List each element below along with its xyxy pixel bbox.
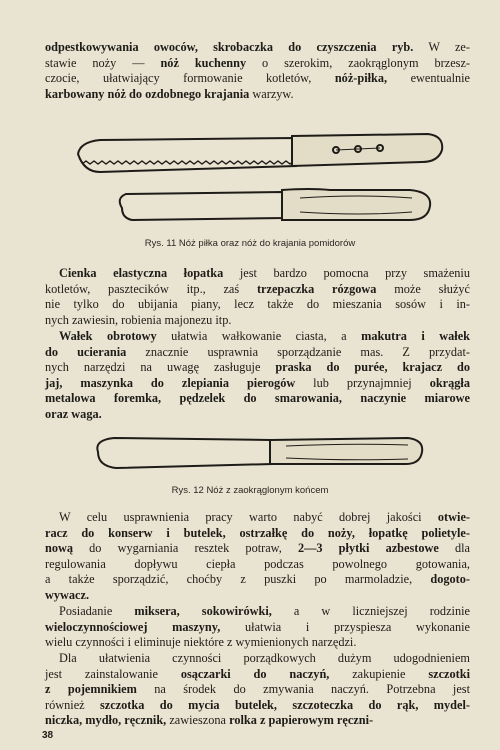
text-line bbox=[45, 557, 470, 573]
bold-term: miksera, sokowirówki, bbox=[134, 604, 272, 618]
bold-term: nową bbox=[45, 541, 74, 556]
text-line bbox=[45, 329, 470, 345]
bold-term: karbowany nóż do ozdobnego krajania bbox=[45, 86, 250, 101]
bold-term: z pojemnikiem bbox=[45, 682, 137, 697]
serration-teeth bbox=[82, 161, 306, 164]
paragraph-spatula-whisk bbox=[45, 266, 470, 328]
text-run: na środek do zmywania naczyń. Potrzebna jest bbox=[136, 682, 470, 697]
text-run: zakupienie bbox=[329, 666, 429, 681]
text-run: W celu usprawnienia pracy warto nabyć dobrej jakości bbox=[59, 510, 438, 524]
bold-term: wywacz. bbox=[45, 587, 90, 602]
text-run: może służyć bbox=[376, 281, 471, 296]
text-line bbox=[45, 588, 470, 604]
bread-knife-handle bbox=[292, 134, 442, 166]
bold-term: otwie- bbox=[437, 510, 470, 524]
text-line bbox=[45, 510, 470, 526]
text-line bbox=[45, 682, 470, 698]
text-run: zawieszona bbox=[166, 713, 230, 728]
text-line bbox=[45, 604, 470, 620]
text-run: Posiadanie bbox=[59, 604, 135, 618]
text-line bbox=[45, 698, 470, 714]
bold-term: nóż kuchenny bbox=[160, 55, 247, 70]
text-line bbox=[45, 376, 470, 392]
text-run: warzyw. bbox=[249, 86, 294, 101]
text-run: znacznie usprawnia sporządzanie mas. Z przydat- bbox=[126, 344, 470, 359]
text-line bbox=[45, 526, 470, 542]
bold-term: oraz waga. bbox=[45, 406, 102, 421]
text-run: lub przynajmniej bbox=[295, 375, 430, 390]
text-run: W ze- bbox=[413, 40, 470, 54]
text-run: a w liczniejszej rodzinie bbox=[271, 604, 470, 618]
text-line bbox=[45, 635, 470, 651]
text-run: jest bardzo pomocna przy smażeniu bbox=[223, 266, 470, 280]
text-run: regulowania dopływu ciepła podczas powolnego gotowania, bbox=[45, 556, 470, 571]
text-run: kotletów, pasztecików itp., zaś bbox=[45, 281, 257, 296]
bold-term: 2—3 płytki azbestowe bbox=[297, 541, 439, 556]
round-end-blade bbox=[97, 438, 272, 468]
bold-term: Cienka elastyczna łopatka bbox=[59, 266, 224, 280]
text-line bbox=[45, 541, 470, 557]
text-run: czocie, ułatwiający formowanie kotletów, bbox=[45, 71, 335, 86]
text-line bbox=[45, 266, 470, 282]
text-run: do wygarniania resztek potraw, bbox=[73, 541, 298, 556]
text-run: ułatwia i przyspiesza wykonanie bbox=[220, 619, 470, 634]
text-line bbox=[45, 297, 470, 313]
bold-term: wieloczynnościowej maszyny, bbox=[45, 619, 221, 634]
page-number: 38 bbox=[42, 730, 54, 741]
bold-term: makutra i wałek bbox=[361, 329, 470, 343]
text-run: stawie noży — bbox=[45, 55, 161, 70]
bold-term: do ucierania bbox=[45, 344, 127, 359]
bold-term: rolka z papierowym ręczni- bbox=[229, 713, 374, 728]
bold-term: praska do purée, krajacz do bbox=[275, 360, 470, 375]
text-run: Dla ułatwienia czynności porządkowych dużym udogodnieniem bbox=[59, 651, 470, 665]
bold-term: okrągła bbox=[429, 375, 470, 390]
text-line bbox=[45, 360, 470, 376]
figure-round-end-knife bbox=[90, 430, 430, 475]
figure-1-caption: Rys. 11 Nóż piłka oraz nóż do krajania pomidorów bbox=[144, 238, 356, 249]
text-line bbox=[45, 282, 470, 298]
paragraph-rolling-pin bbox=[45, 329, 470, 423]
text-line bbox=[45, 667, 470, 683]
bold-term: nóż-piłka, bbox=[334, 71, 388, 86]
text-run: nych zawiesin, robienia majonezu itp. bbox=[45, 312, 232, 327]
text-run: dla bbox=[438, 541, 470, 556]
paragraph-knife-set bbox=[45, 40, 470, 102]
tomato-knife-handle bbox=[282, 189, 430, 220]
text-line bbox=[45, 71, 470, 87]
bold-term: odpestkowywania owoców, skrobaczka do czyszczenia ryb. bbox=[45, 40, 414, 54]
bold-term: niczka, mydło, ręcznik, bbox=[45, 713, 167, 728]
text-line bbox=[45, 345, 470, 361]
text-run: nych narzędzi na uwagę zasługuje bbox=[45, 360, 276, 375]
bold-term: racz do konserw i butelek, ostrzałkę do noży, łopatkę polietyle- bbox=[45, 525, 470, 540]
text-run: nie tylko do ubijania piany, lecz także do mieszania sosów i in- bbox=[45, 297, 470, 312]
text-line bbox=[45, 40, 470, 56]
text-run: również bbox=[45, 697, 100, 712]
figure-2-caption: Rys. 12 Nóż z zaokrąglonym końcem bbox=[171, 485, 329, 496]
text-line bbox=[45, 87, 470, 103]
paragraph-can-opener bbox=[45, 510, 470, 604]
text-run: ułatwia wałkowanie ciasta, a bbox=[156, 329, 362, 343]
text-run: wielu czynności i eliminuje niektóre z wymienionych narzędzi. bbox=[45, 635, 357, 650]
figure-bread-knife-and-tomato-knife bbox=[60, 128, 450, 238]
bold-term: szczotka do mycia butelek, szczoteczka do rąk, mydel- bbox=[100, 697, 470, 712]
text-line bbox=[45, 713, 470, 729]
tomato-knife-blade bbox=[120, 192, 284, 220]
text-line bbox=[45, 313, 470, 329]
text-run: a także sporządzić, choćby z puszki po marmoladzie, bbox=[45, 572, 431, 587]
text-line bbox=[45, 572, 470, 588]
text-run: ewentualnie bbox=[387, 71, 471, 86]
bold-term: metalowa foremka, pędzelek do smarowania, naczynie miarowe bbox=[45, 391, 470, 406]
bold-term: osączarki do naczyń, bbox=[180, 666, 330, 681]
text-line bbox=[45, 651, 470, 667]
text-line bbox=[45, 56, 470, 72]
paragraph-cleaning bbox=[45, 651, 470, 729]
text-line bbox=[45, 391, 470, 407]
text-run: jest zainstalowanie bbox=[45, 666, 181, 681]
bold-term: Wałek obrotowy bbox=[59, 329, 157, 343]
text-line bbox=[45, 407, 470, 423]
text-run: o szerokim, zaokrąglonym brzesz- bbox=[246, 55, 471, 70]
bold-term: szczotki bbox=[428, 666, 470, 681]
paragraph-mixer bbox=[45, 604, 470, 651]
bold-term: dogoto- bbox=[430, 572, 470, 587]
text-line bbox=[45, 620, 470, 636]
bold-term: jaj, maszynka do zlepiania pierogów bbox=[45, 375, 296, 390]
serrated-blade bbox=[78, 138, 296, 172]
bold-term: trzepaczka rózgowa bbox=[256, 281, 377, 296]
